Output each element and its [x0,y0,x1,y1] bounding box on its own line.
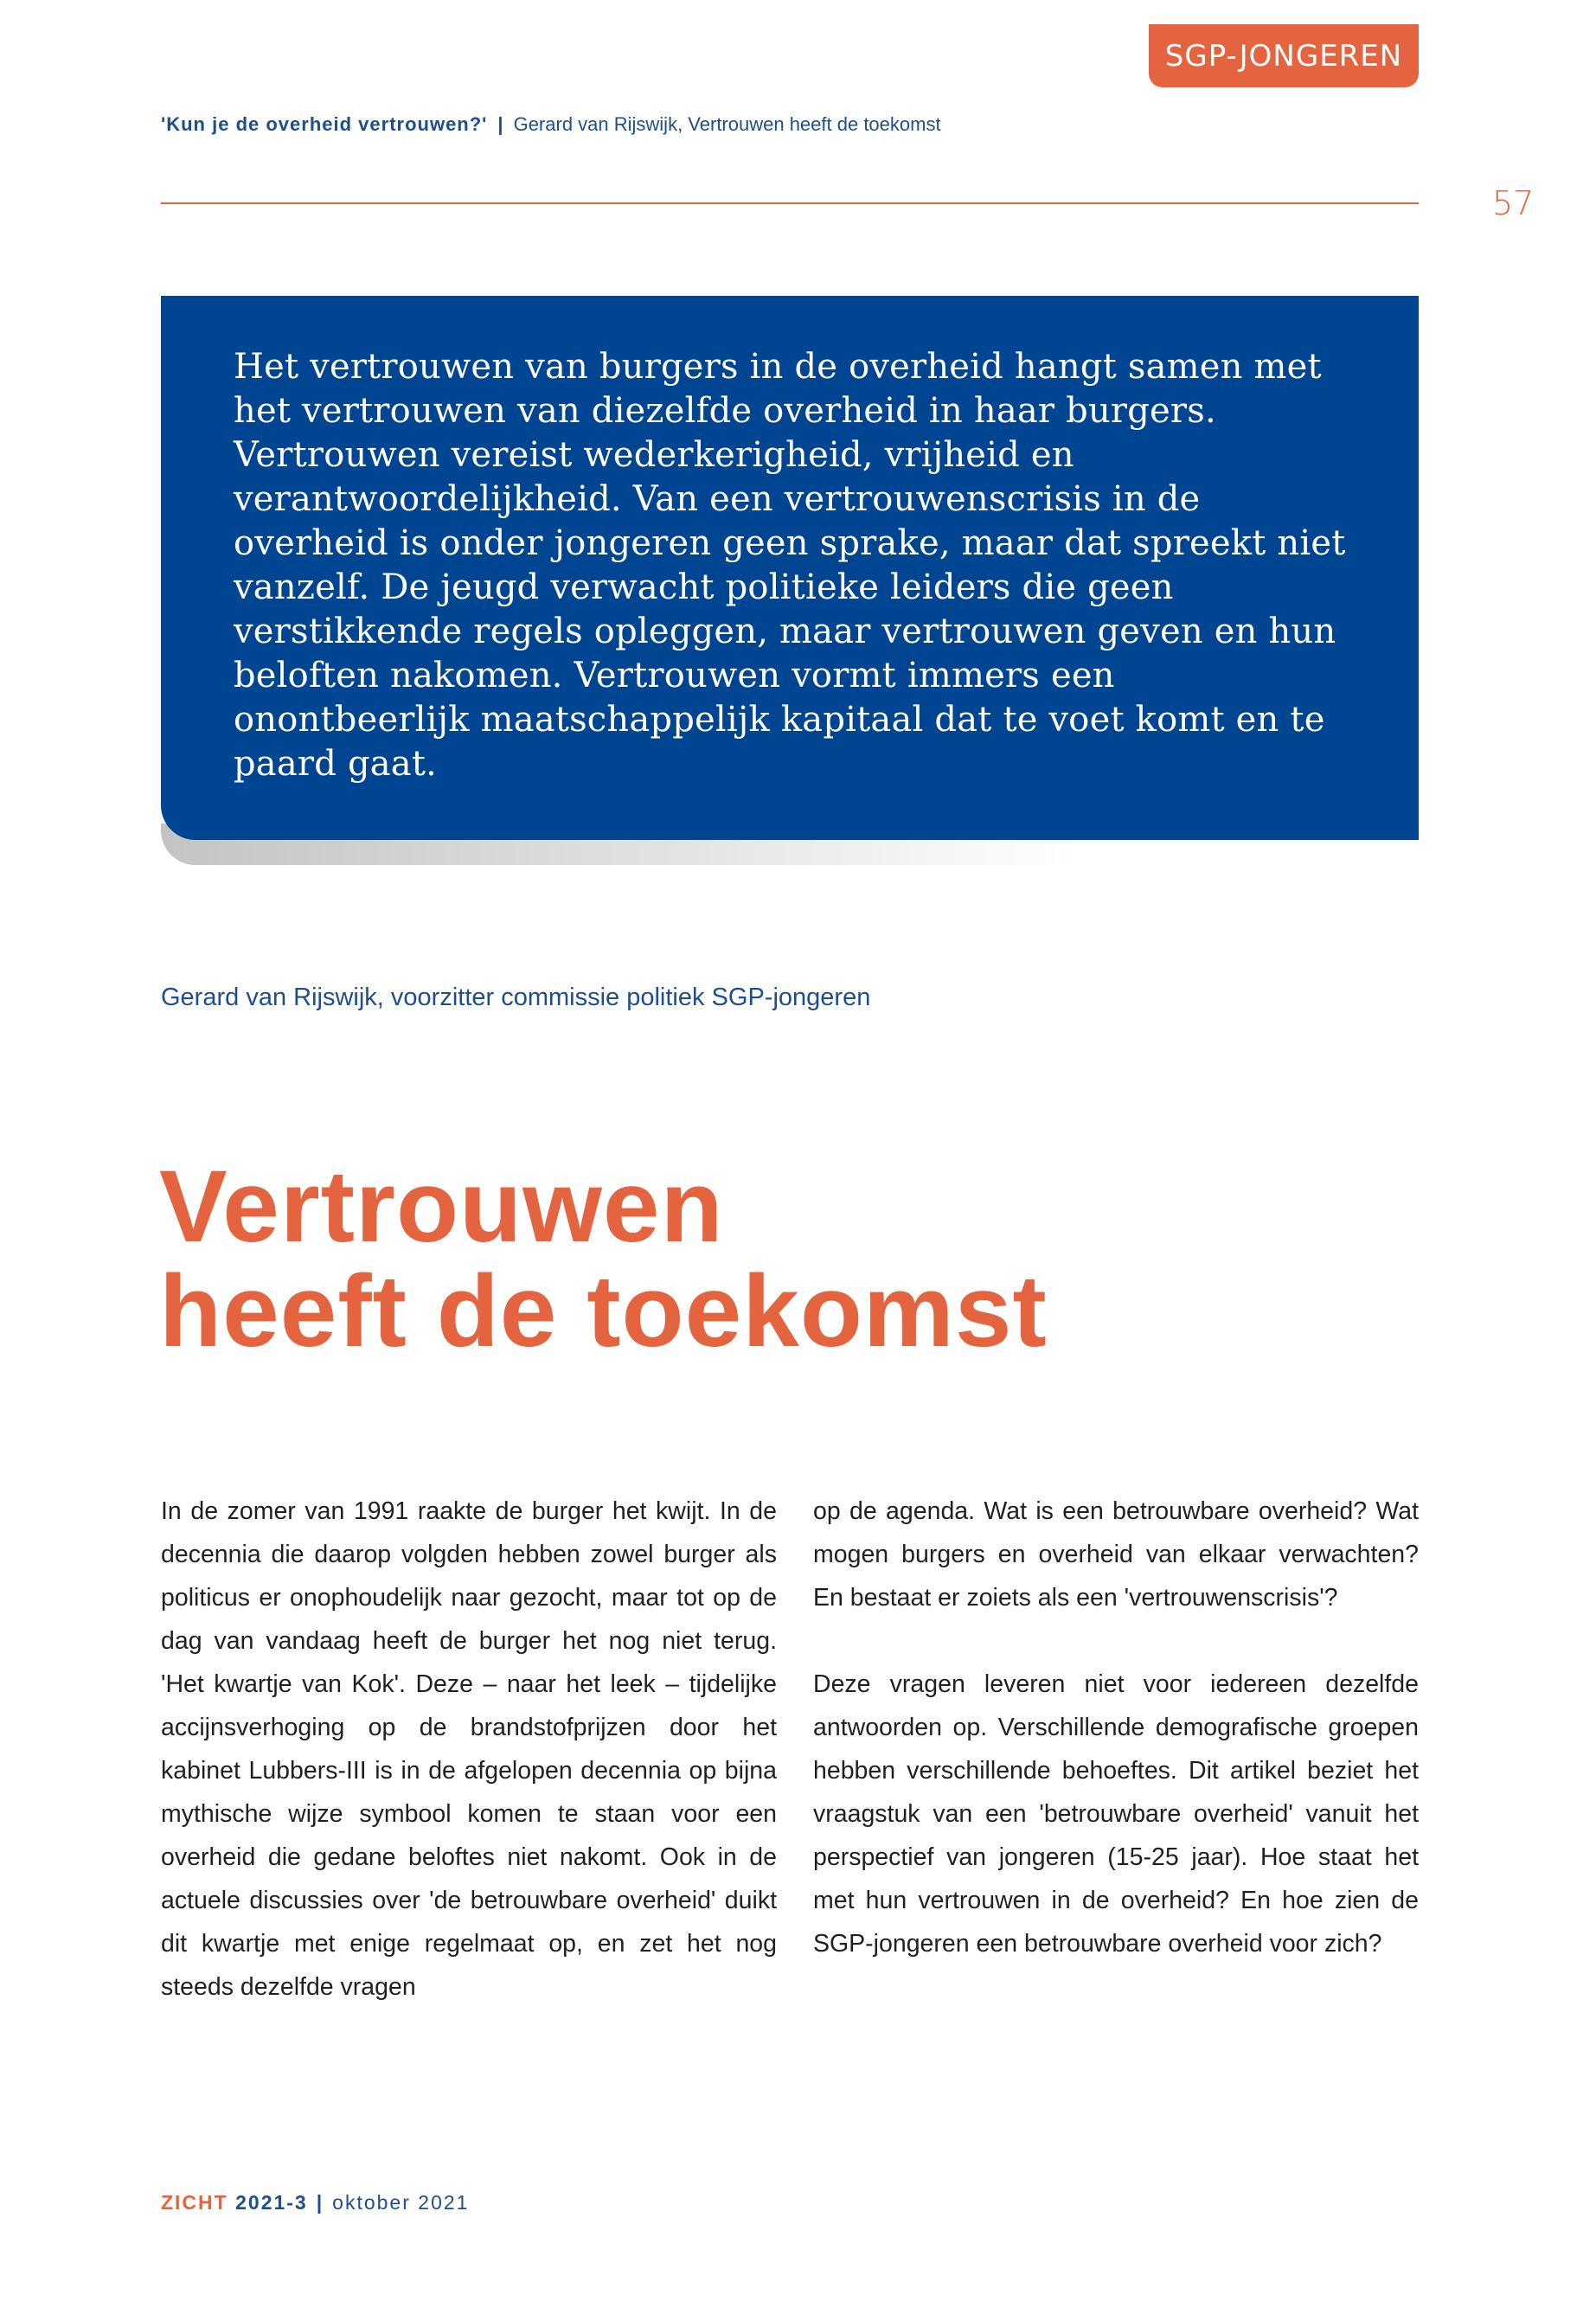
headline-line-2: heeft de toekomst [159,1254,1048,1368]
body-paragraph: Deze vragen leveren niet voor iedereen dezelfde antwoorden op. Verschillende demografische groepen hebben verschillende behoeftes. Dit artikel beziet het vraagstuk van een 'betrouwbare overheid' vanuit het perspectief van jongeren (15-25 jaar). Hoe staat het met hun vertrouwen in de overheid? En hoe zien de SGP-jongeren een betrouwbare overheid voor zich? [813,1670,1419,1958]
running-header-separator: | [497,113,503,135]
footer-separator: | [316,2191,324,2214]
running-header-subtitle: Gerard van Rijswijk, Vertrouwen heeft de toekomst [513,113,941,135]
article-headline [159,1150,1048,1368]
body-paragraph: In de zomer van 1991 raakte de burger het kwijt. In de decennia die daarop volgden hebben zowel burger als politicus er onophoudelijk naar gezocht, maar tot op de dag van vandaag heeft de burger het nog niet terug. 'Het kwartje van Kok'. Deze – naar het leek – tijdelijke accijnsverhoging op de brandstofprijzen door het kabinet Lubbers-III is in de afgelopen decennia op bijna mythische wijze symbool komen te staan voor een overheid die gedane beloftes niet nakomt. Ook in de actuele discussies over 'de betrouwbare overheid' duikt dit kwartje met enige regelmaat op, en zet het nog steeds dezelfde vragen [161,1497,777,2001]
footer-brand: ZICHT [161,2191,228,2214]
body-column-right [813,1490,1419,1965]
header-rule [161,202,1419,204]
pull-quote-text: Het vertrouwen van burgers in de overheid hangt samen met het vertrouwen van diezelfde overheid in haar burgers. Vertrouwen vereist wederkerigheid, vrijheid en verantwoordelijkheid. Van een vertrouwenscrisis in de overheid is onder jongeren geen sprake, maar dat spreekt niet vanzelf. De jeugd verwacht politieke leiders die geen verstikkende regels opleggen, maar vertrouwen geven en hun beloften nakomen. Vertrouwen vormt immers een onontbeerlijk maatschappelijk kapitaal dat te voet komt en te paard gaat. [234,347,1346,784]
pull-quote-box [161,296,1419,840]
running-header-title: 'Kun je de overheid vertrouwen?' [161,113,488,135]
headline-line-1: Vertrouwen [159,1150,724,1264]
footer-issue: 2021-3 [235,2191,308,2214]
page-footer [161,2191,469,2214]
body-column-left [161,1490,777,2009]
running-header [161,113,941,136]
footer-date: oktober 2021 [332,2191,470,2214]
page-number: 57 [1492,184,1535,222]
section-tab: SGP-JONGEREN [1149,24,1419,87]
body-paragraph: op de agenda. Wat is een betrouwbare overheid? Wat mogen burgers en overheid van elkaar verwachten? En bestaat er zoiets als een 'vertrouwenscrisis'? [813,1497,1419,1612]
author-byline: Gerard van Rijswijk, voorzitter commissie politiek SGP-jongeren [161,984,871,1011]
